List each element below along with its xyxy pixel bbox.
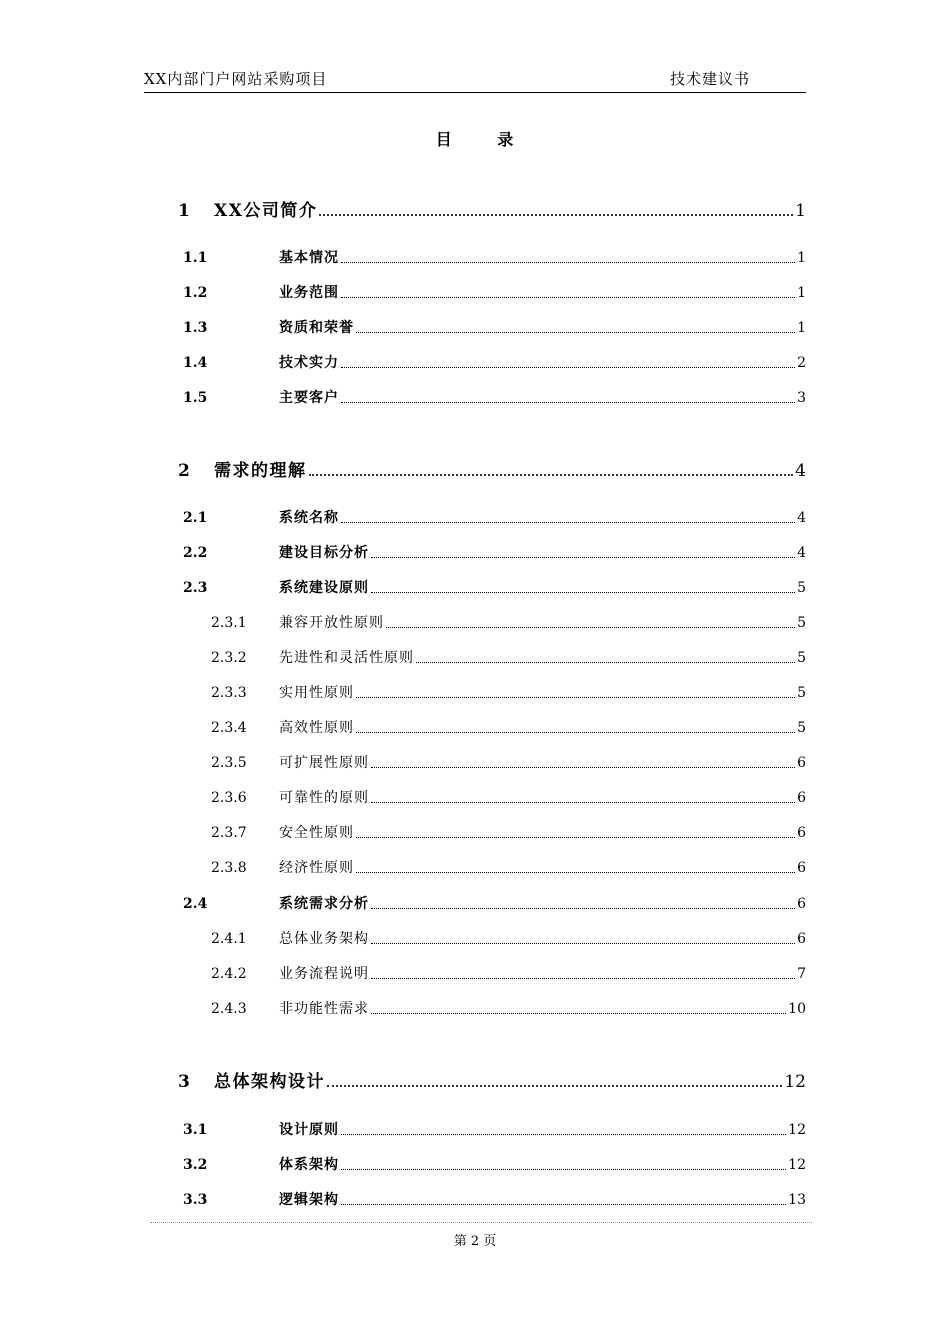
toc-entry[interactable] — [0, 818, 950, 844]
toc-entry-number: 2.3.4 — [211, 720, 247, 736]
toc-dot-leader — [356, 837, 795, 838]
toc-entry-number: 2.4.1 — [211, 931, 247, 947]
toc-entry-number: 2.3.8 — [211, 860, 247, 876]
toc-entry-page: 6 — [797, 755, 806, 771]
toc-entry-number: 1 — [178, 201, 190, 221]
toc-dot-leader — [341, 402, 795, 403]
toc-entry-page: 5 — [797, 685, 806, 701]
toc-dot-leader — [356, 697, 795, 698]
page-number: 第 2 页 — [453, 1234, 497, 1249]
toc-entry-title: 体系架构 — [279, 1157, 339, 1173]
toc-entry-title: 资质和荣誉 — [279, 320, 354, 336]
toc-entry-page: 6 — [797, 931, 806, 947]
toc-entry-page: 1 — [795, 201, 806, 221]
toc-entry-page: 12 — [788, 1122, 806, 1138]
toc-entry-number: 2.3.6 — [211, 790, 247, 806]
toc-entry-number: 2.1 — [183, 510, 208, 526]
toc-entry-number: 2.3.5 — [211, 755, 247, 771]
toc-entry[interactable] — [0, 853, 950, 879]
toc-entry[interactable] — [0, 643, 950, 669]
toc-dot-leader — [341, 297, 795, 298]
toc-entry-page: 6 — [797, 825, 806, 841]
toc-dot-leader — [371, 557, 795, 558]
toc-entry-title: 高效性原则 — [279, 720, 354, 736]
toc-entry-page: 5 — [797, 615, 806, 631]
toc-entry-title: 业务流程说明 — [279, 966, 369, 982]
toc-entry-title: 先进性和灵活性原则 — [279, 650, 414, 666]
toc-dot-leader — [309, 474, 793, 476]
toc-entry-title: 可靠性的原则 — [279, 790, 369, 806]
toc-dot-leader — [327, 1085, 782, 1087]
toc-entry-title: 建设目标分析 — [279, 545, 369, 561]
toc-entry-page: 4 — [797, 510, 806, 526]
toc-dot-leader — [416, 662, 795, 663]
toc-entry[interactable] — [0, 1185, 950, 1211]
toc-dot-leader — [341, 1204, 786, 1205]
toc-entry-number: 1.1 — [183, 250, 208, 266]
toc-entry[interactable] — [0, 889, 950, 915]
toc-entry[interactable] — [0, 748, 950, 774]
toc-entry-number: 2.3.1 — [211, 615, 247, 631]
toc-entry-number: 3 — [178, 1072, 190, 1092]
toc-entry-page: 10 — [788, 1001, 806, 1017]
toc-entry-number: 1.4 — [183, 355, 208, 371]
toc-entry-page: 7 — [797, 966, 806, 982]
toc-entry-number: 2.4 — [183, 896, 208, 912]
toc-entry-number: 2.4.2 — [211, 966, 247, 982]
toc-entry-title: 安全性原则 — [279, 825, 354, 841]
toc-dot-leader — [371, 908, 795, 909]
toc-entry-number: 2.4.3 — [211, 1001, 247, 1017]
toc-entry-page: 5 — [797, 580, 806, 596]
toc-entry-page: 1 — [797, 285, 806, 301]
toc-entry-number: 1.2 — [183, 285, 208, 301]
toc-entry[interactable] — [0, 456, 950, 482]
toc-entry-number: 3.2 — [183, 1157, 208, 1173]
toc-entry[interactable] — [0, 383, 950, 409]
toc-entry-title: 总体业务架构 — [279, 931, 369, 947]
toc-entry[interactable] — [0, 196, 950, 222]
toc-dot-leader — [341, 522, 795, 523]
toc-entry-title: 逻辑架构 — [279, 1192, 339, 1208]
toc-entry-title: 主要客户 — [279, 390, 339, 406]
toc-dot-leader — [371, 978, 795, 979]
footer-divider — [150, 1222, 812, 1223]
toc-entry-title: 设计原则 — [279, 1122, 339, 1138]
toc-entry[interactable] — [0, 678, 950, 704]
toc-entry-title: 业务范围 — [279, 285, 339, 301]
toc-entry-title: 经济性原则 — [279, 860, 354, 876]
toc-entry-number: 2.3.3 — [211, 685, 247, 701]
toc-entry[interactable] — [0, 1115, 950, 1141]
toc-dot-leader — [319, 214, 793, 216]
toc-entry-page: 3 — [797, 390, 806, 406]
toc-dot-leader — [341, 1169, 786, 1170]
toc-entry-title: 兼容开放性原则 — [279, 615, 384, 631]
toc-entry-title: 总体架构设计 — [214, 1072, 325, 1092]
toc-entry-page: 6 — [797, 860, 806, 876]
toc-entry[interactable] — [0, 278, 950, 304]
toc-entry-title: 可扩展性原则 — [279, 755, 369, 771]
toc-entry-page: 6 — [797, 896, 806, 912]
toc-entry-number: 1.5 — [183, 390, 208, 406]
toc-entry-number: 1.3 — [183, 320, 208, 336]
toc-dot-leader — [341, 367, 795, 368]
toc-entry-title: 基本情况 — [279, 250, 339, 266]
toc-entry-title: 技术实力 — [279, 355, 339, 371]
toc-entry[interactable] — [0, 573, 950, 599]
toc-entry[interactable] — [0, 959, 950, 985]
toc-entry[interactable] — [0, 713, 950, 739]
toc-entry-number: 2.3.7 — [211, 825, 247, 841]
toc-dot-leader — [371, 802, 795, 803]
toc-entry-page: 13 — [788, 1192, 806, 1208]
header-doc-type: 技术建议书 — [670, 70, 751, 88]
toc-entry-number: 2 — [178, 461, 190, 481]
toc-entry[interactable] — [0, 243, 950, 269]
toc-entry-page: 2 — [797, 355, 806, 371]
toc-dot-leader — [356, 872, 795, 873]
toc-entry-page: 1 — [797, 320, 806, 336]
toc-entry-page: 4 — [797, 545, 806, 561]
toc-dot-leader — [371, 943, 795, 944]
toc-entry[interactable] — [0, 1150, 950, 1176]
toc-dot-leader — [356, 332, 795, 333]
toc-dot-leader — [371, 592, 795, 593]
toc-entry[interactable] — [0, 608, 950, 634]
toc-entry[interactable] — [0, 924, 950, 950]
toc-entry[interactable] — [0, 538, 950, 564]
toc-dot-leader — [356, 732, 795, 733]
toc-entry-number: 3.1 — [183, 1122, 208, 1138]
toc-dot-leader — [371, 767, 795, 768]
toc-entry-page: 1 — [797, 250, 806, 266]
toc-entry-page: 6 — [797, 790, 806, 806]
toc-entry[interactable] — [0, 1067, 950, 1093]
toc-entry-title: 需求的理解 — [214, 461, 307, 481]
toc-entry-number: 2.3 — [183, 580, 208, 596]
toc-entry-title: 系统需求分析 — [279, 896, 369, 912]
toc-entry[interactable] — [0, 994, 950, 1020]
toc-title: 目 录 — [435, 130, 515, 149]
toc-entry-page: 4 — [795, 461, 806, 481]
toc-dot-leader — [341, 262, 795, 263]
toc-dot-leader — [386, 627, 795, 628]
toc-entry[interactable] — [0, 503, 950, 529]
toc-dot-leader — [341, 1134, 786, 1135]
toc-entry-number: 2.2 — [183, 545, 208, 561]
toc-entry[interactable] — [0, 783, 950, 809]
header-project-title: XX内部门户网站采购项目 — [144, 70, 328, 88]
toc-entry-title: 系统建设原则 — [279, 580, 369, 596]
toc-entry-page: 12 — [788, 1157, 806, 1173]
toc-entry-page: 5 — [797, 650, 806, 666]
toc-entry[interactable] — [0, 313, 950, 339]
toc-entry-page: 5 — [797, 720, 806, 736]
toc-entry[interactable] — [0, 348, 950, 374]
toc-entry-title: 系统名称 — [279, 510, 339, 526]
toc-entry-title: XX公司简介 — [214, 201, 318, 221]
toc-entry-page: 12 — [784, 1072, 806, 1092]
toc-entry-title: 非功能性需求 — [279, 1001, 369, 1017]
toc-entry-number: 3.3 — [183, 1192, 208, 1208]
toc-dot-leader — [371, 1013, 786, 1014]
toc-entry-title: 实用性原则 — [279, 685, 354, 701]
toc-entry-number: 2.3.2 — [211, 650, 247, 666]
